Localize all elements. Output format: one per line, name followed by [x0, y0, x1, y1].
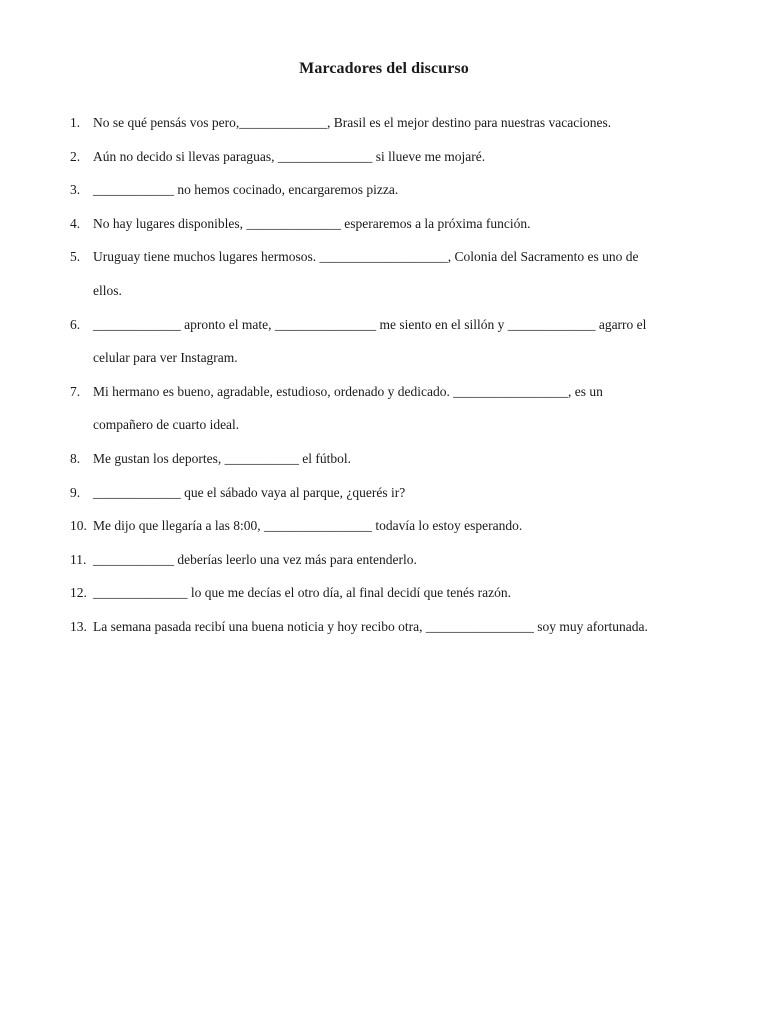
exercise-number: 6.	[70, 316, 81, 332]
exercise-number: 11.	[70, 551, 87, 567]
exercise-number: 8.	[70, 450, 81, 466]
exercise-number: 2.	[70, 148, 81, 164]
exercise-number: 12.	[70, 585, 87, 601]
exercise-item-10	[70, 509, 734, 543]
exercise-number: 4.	[70, 215, 81, 231]
exercise-item-12	[70, 576, 734, 610]
exercise-item-13	[70, 610, 734, 644]
exercise-item-7	[70, 375, 734, 442]
exercise-number: 3.	[70, 182, 81, 198]
exercise-item-4	[70, 207, 734, 241]
exercise-text-line: ____________ no hemos cocinado, encargaremos pizza.	[93, 182, 399, 198]
exercise-text-line: compañero de cuarto ideal.	[93, 417, 240, 433]
exercise-item-11	[70, 543, 734, 577]
exercise-text-line: celular para ver Instagram.	[93, 350, 238, 366]
exercise-text-line: La semana pasada recibí una buena noticia y hoy recibo otra, ________________ soy muy afortunada.	[93, 618, 648, 634]
exercise-item-8	[70, 442, 734, 476]
exercise-text-line: Aún no decido si llevas paraguas, ______________ si llueve me mojaré.	[93, 148, 486, 164]
exercise-text-line: Me gustan los deportes, ___________ el fútbol.	[93, 450, 351, 466]
exercise-text-line: Uruguay tiene muchos lugares hermosos. ___________________, Colonia del Sacramento es uno de	[93, 249, 639, 265]
exercise-item-9	[70, 476, 734, 510]
exercise-item-6	[70, 308, 734, 375]
exercise-text-line: ____________ deberías leerlo una vez más para entenderlo.	[93, 551, 417, 567]
exercise-item-1	[70, 106, 734, 140]
exercise-list	[70, 106, 734, 644]
exercise-item-2	[70, 140, 734, 174]
exercise-text-line: Me dijo que llegaría a las 8:00, ________________ todavía lo estoy esperando.	[93, 518, 523, 534]
exercise-number: 5.	[70, 249, 81, 265]
exercise-text-line: _____________ apronto el mate, _______________ me siento en el sillón y _____________ agarro el	[93, 316, 647, 332]
exercise-text-line: Mi hermano es bueno, agradable, estudioso, ordenado y dedicado. _________________, es un	[93, 383, 603, 399]
exercise-text-line: No hay lugares disponibles, ______________ esperaremos a la próxima función.	[93, 215, 531, 231]
exercise-text-line: ______________ lo que me decías el otro día, al final decidí que tenés razón.	[93, 585, 511, 601]
exercise-item-3	[70, 173, 734, 207]
exercise-number: 7.	[70, 383, 81, 399]
exercise-text-line: ellos.	[93, 282, 122, 298]
exercise-number: 10.	[70, 518, 87, 534]
exercise-text-line: _____________ que el sábado vaya al parque, ¿querés ir?	[93, 484, 406, 500]
exercise-text-line: No se qué pensás vos pero,_____________, Brasil es el mejor destino para nuestras vacaciones.	[93, 115, 612, 130]
exercise-item-5	[70, 240, 734, 307]
exercise-number: 13.	[70, 618, 87, 634]
exercise-number: 1.	[70, 115, 81, 130]
document-title: Marcadores del discurso	[299, 60, 469, 77]
exercise-number: 9.	[70, 484, 81, 500]
